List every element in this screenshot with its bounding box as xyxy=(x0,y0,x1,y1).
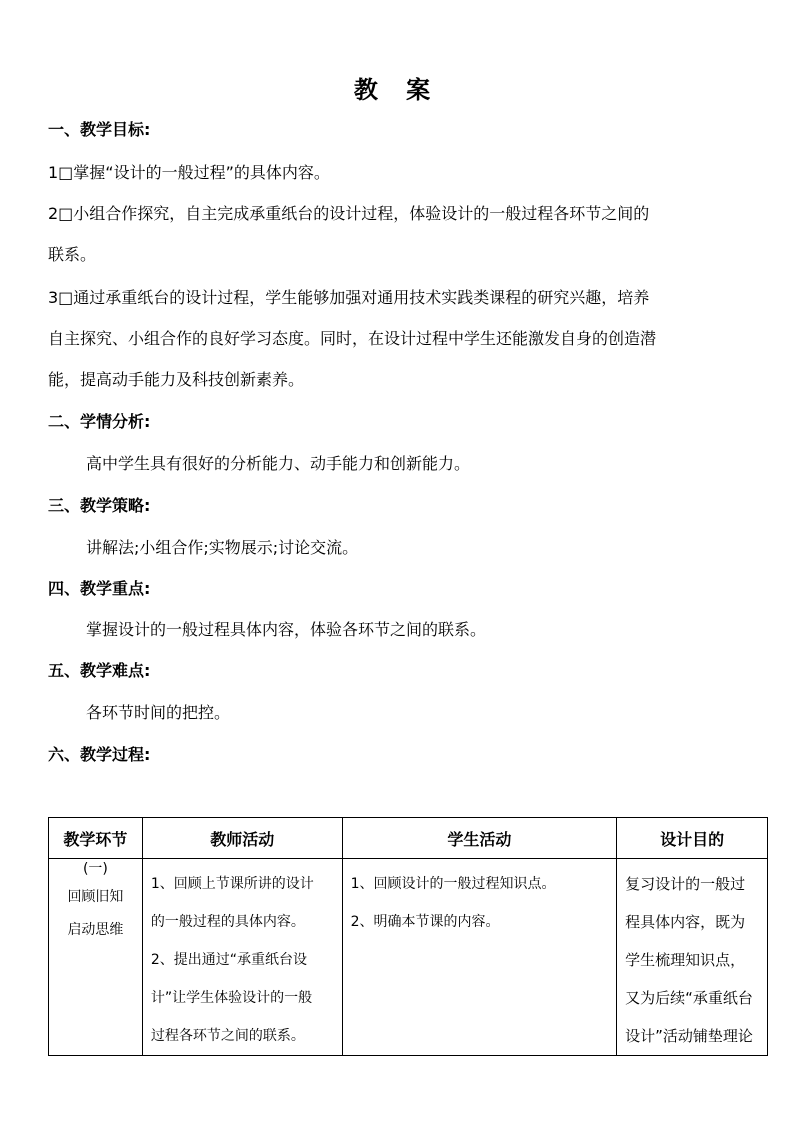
teacher-line-4: 计”让学生体验设计的一般 xyxy=(150,990,313,1006)
objective-line-4: 3□通过承重纸台的设计过程，学生能够加强对通用技术实践类课程的研究兴趣，培养 xyxy=(48,288,650,307)
objective-line-1: 1□掌握“设计的一般过程”的具体内容。 xyxy=(48,163,330,182)
analysis-heading: 二、学情分析: xyxy=(48,412,151,431)
strategy-heading: 三、教学策略: xyxy=(48,496,151,515)
page-title: 教 案 xyxy=(353,76,441,104)
student-line-1: 1、回顾设计的一般过程知识点。 xyxy=(350,876,556,892)
objective-line-3: 联系。 xyxy=(48,245,97,264)
teacher-line-2: 的一般过程的具体内容。 xyxy=(150,914,305,930)
key-points-text: 掌握设计的一般过程具体内容，体验各环节之间的联系。 xyxy=(86,620,487,639)
header-stage: 教学环节 xyxy=(49,818,143,859)
process-heading: 六、教学过程: xyxy=(48,745,151,764)
analysis-text: 高中学生具有很好的分析能力、动手能力和创新能力。 xyxy=(86,454,471,473)
teacher-activity-cell xyxy=(142,859,342,1056)
purpose-line-1: 复习设计的一般过 xyxy=(625,875,746,893)
objective-line-5: 自主探究、小组合作的良好学习态度。同时，在设计过程中学生还能激发自身的创造潜 xyxy=(48,329,657,348)
teaching-process-table xyxy=(48,817,768,1056)
purpose-line-5: 设计”活动铺垫理论 xyxy=(625,1027,753,1045)
stage-number: (一) xyxy=(82,861,108,877)
stage-cell xyxy=(49,859,143,1056)
student-line-2: 2、明确本节课的内容。 xyxy=(350,914,500,930)
purpose-line-4: 又为后续“承重纸台 xyxy=(625,989,753,1007)
table-header-row xyxy=(49,818,768,859)
stage-line-2: 启动思维 xyxy=(67,922,124,938)
purpose-line-3: 学生梳理知识点， xyxy=(625,951,746,969)
key-points-heading: 四、教学重点: xyxy=(48,579,151,598)
table-row xyxy=(49,859,768,1056)
purpose-line-2: 程具体内容，既为 xyxy=(625,913,746,931)
stage-line-1: 回顾旧知 xyxy=(67,889,124,905)
student-activity-cell xyxy=(342,859,617,1056)
teacher-line-5: 过程各环节之间的联系。 xyxy=(150,1028,305,1044)
teacher-line-1: 1、回顾上节课所讲的设计 xyxy=(150,876,314,892)
difficulties-heading: 五、教学难点: xyxy=(48,661,151,680)
teacher-line-3: 2、提出通过“承重纸台设 xyxy=(150,952,308,968)
difficulties-text: 各环节时间的把控。 xyxy=(86,703,231,722)
strategy-text: 讲解法;小组合作;实物展示;讨论交流。 xyxy=(86,538,359,557)
header-student-activity: 学生活动 xyxy=(342,818,617,859)
header-teacher-activity: 教师活动 xyxy=(142,818,342,859)
objectives-heading: 一、教学目标: xyxy=(48,120,151,139)
header-design-purpose: 设计目的 xyxy=(617,818,768,859)
objective-line-6: 能，提高动手能力及科技创新素养。 xyxy=(48,370,305,389)
objective-line-2: 2□小组合作探究，自主完成承重纸台的设计过程，体验设计的一般过程各环节之间的 xyxy=(48,204,650,223)
design-purpose-cell xyxy=(617,859,768,1056)
